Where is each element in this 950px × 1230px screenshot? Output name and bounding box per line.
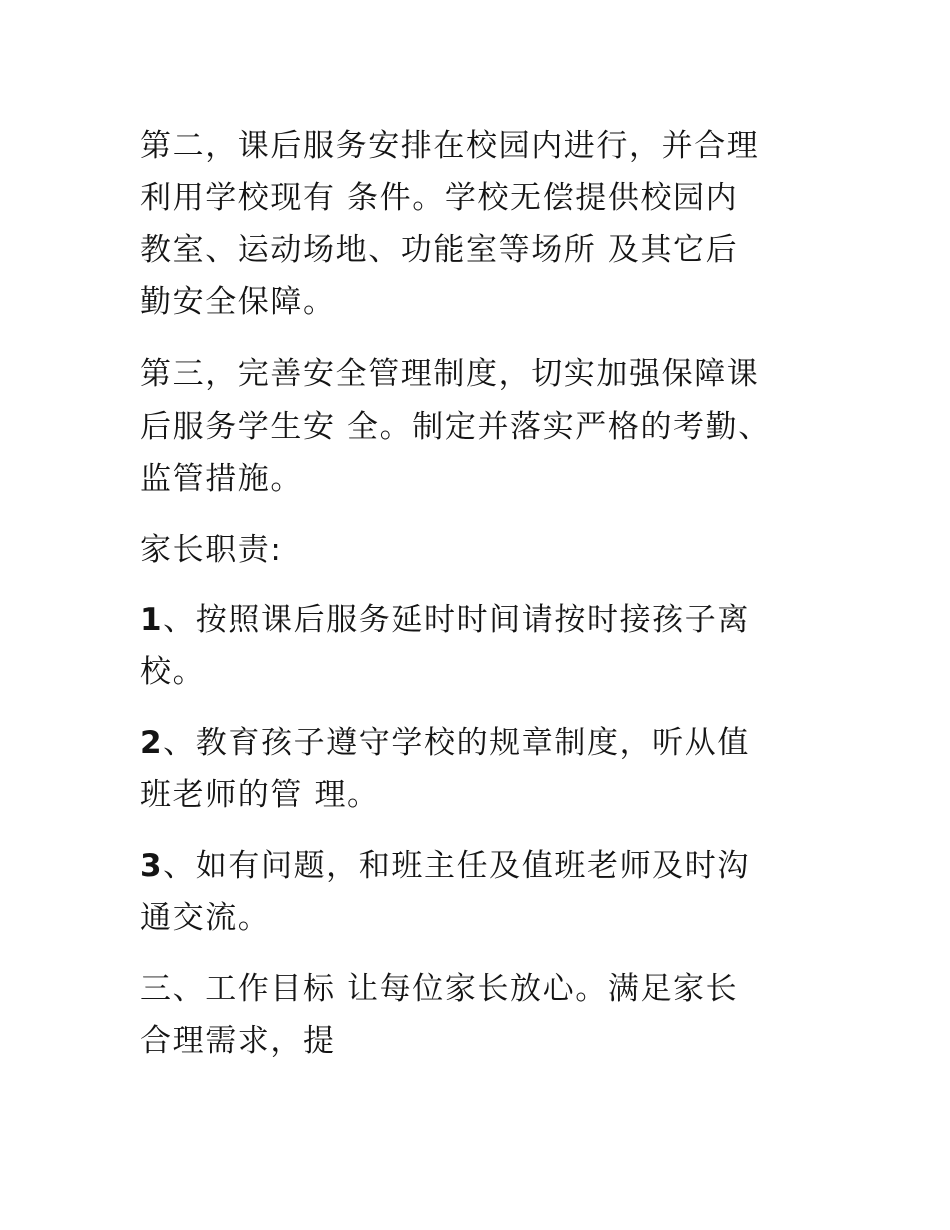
section-3-line-1: 三、工作目标 让每位家长放心。满足家长 xyxy=(140,971,739,1007)
paragraph-3-line-2: 后服务学生安 全。制定并落实严格的考勤、 xyxy=(140,409,771,445)
paragraph-3-line-3: 监管措施。 xyxy=(140,461,303,497)
paragraph-2-line-1: 第二，课后服务安排在校园内进行，并合理 xyxy=(140,128,760,164)
duty-2-text: 、教育孩子遵守学校的规章制度，听从值 xyxy=(163,725,750,761)
duty-3-line-1 xyxy=(140,844,750,888)
duty-2-line-2: 班老师的管 理。 xyxy=(140,777,380,813)
section-3-line-2: 合理需求，提 xyxy=(140,1023,336,1059)
duty-3-number: 3 xyxy=(140,848,164,884)
duty-3-text: 、如有问题，和班主任及值班老师及时沟 xyxy=(163,848,750,884)
duty-2-line-1 xyxy=(140,721,750,765)
paragraph-3-line-1: 第三，完善安全管理制度，切实加强保障课 xyxy=(140,356,760,392)
paragraph-2-line-4: 勤安全保障。 xyxy=(140,284,336,320)
paragraph-2-line-2: 利用学校现有 条件。学校无偿提供校园内 xyxy=(140,180,739,216)
paragraph-2-line-3: 教室、运动场地、功能室等场所 及其它后 xyxy=(140,232,739,268)
duty-1-line-1 xyxy=(140,598,750,642)
duty-1-text: 、按照课后服务延时时间请按时接孩子离 xyxy=(163,602,750,638)
duty-2-number: 2 xyxy=(140,725,164,761)
parent-duties-heading: 家长职责: xyxy=(140,532,283,568)
duty-3-line-2: 通交流。 xyxy=(140,900,271,936)
duty-1-number: 1 xyxy=(140,602,164,638)
duty-1-line-2: 校。 xyxy=(140,654,206,690)
